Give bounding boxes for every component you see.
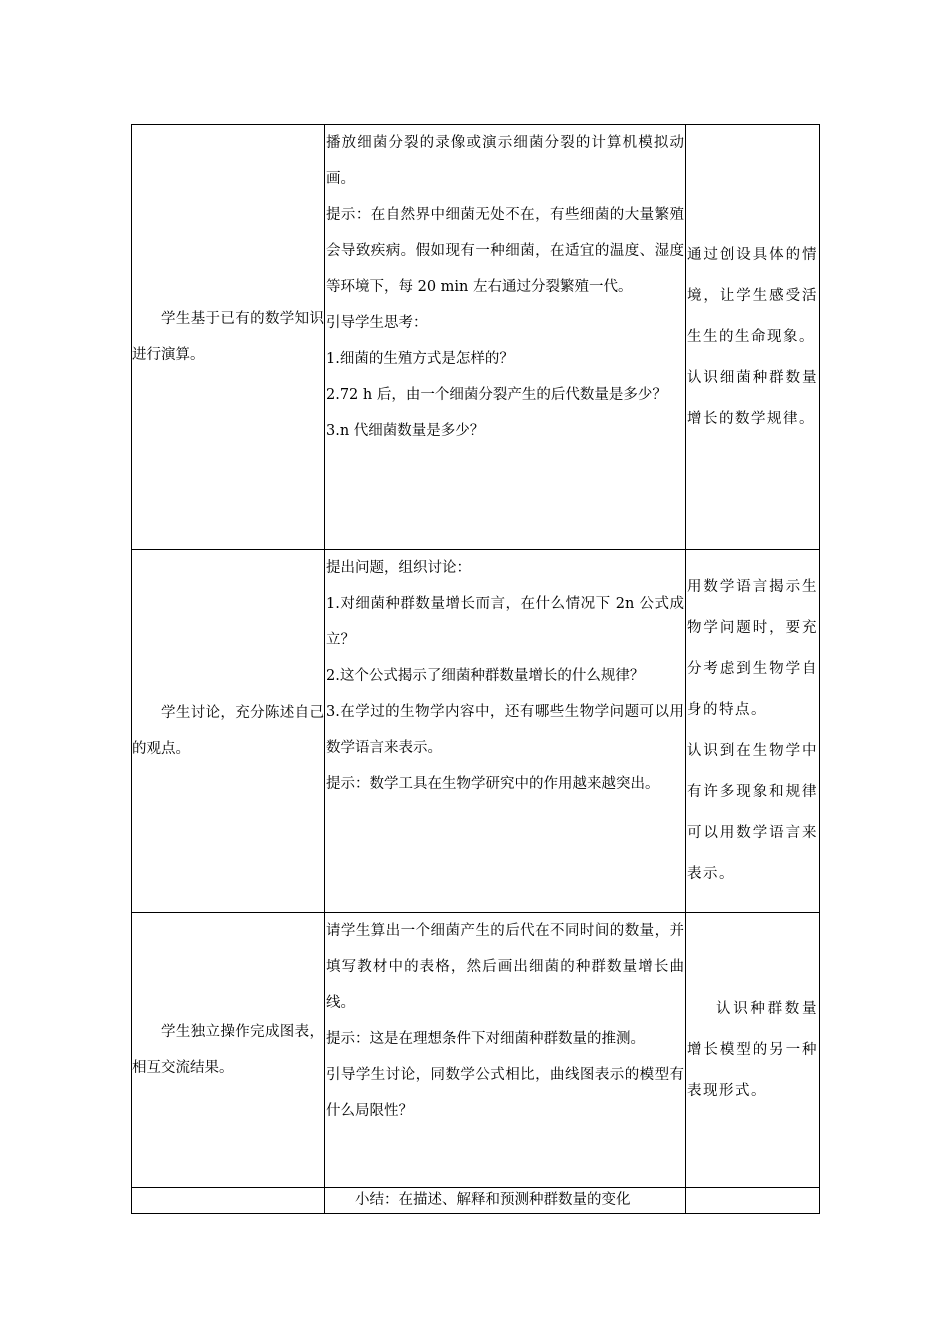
student-activity-cell: 学生讨论，充分陈述自己的观点。 (132, 550, 325, 913)
paragraph: 2.72 h 后，由一个细菌分裂产生的后代数量是多少？ (326, 387, 667, 403)
teacher-activity-cell (325, 1188, 686, 1214)
design-intent-cell (686, 1188, 820, 1214)
design-intent-cell (686, 125, 820, 550)
paragraph: 提出问题，组织讨论： (326, 560, 471, 576)
paragraph: 提示：这是在理想条件下对细菌种群数量的推测。 (326, 1031, 645, 1047)
paragraph: 认识细菌种群数量增长的数学规律。 (687, 369, 818, 427)
student-activity-cell: 学生基于已有的数学知识进行演算。 (132, 125, 325, 550)
paragraph: 1.细菌的生殖方式是怎样的？ (326, 351, 514, 367)
paragraph: 3.在学过的生物学内容中，还有哪些生物学问题可以用数学语言来表示。 (326, 704, 684, 756)
paragraph: 提示：在自然界中细菌无处不在，有些细菌的大量繁殖会导致疾病。假如现有一种细菌，在适宜的温度、湿度等环境下，每 20 min 左右通过分裂繁殖一代。 (326, 207, 684, 295)
paragraph: 请学生算出一个细菌产生的后代在不同时间的数量，并填写教材中的表格，然后画出细菌的种群数量增长曲线。 (326, 923, 684, 1011)
design-intent-cell (686, 913, 820, 1188)
paragraph: 1.对细菌种群数量增长而言，在什么情况下 2n 公式成立？ (326, 596, 684, 648)
paragraph: 播放细菌分裂的录像或演示细菌分裂的计算机模拟动画。 (326, 135, 684, 187)
table-row (132, 550, 820, 913)
teacher-activity-cell (325, 913, 686, 1188)
paragraph: 用数学语言揭示生物学问题时，要充分考虑到生物学自身的特点。 (687, 579, 818, 718)
paragraph: 小结：在描述、解释和预测种群数量的变化 (355, 1192, 631, 1208)
paragraph: 认识到在生物学中有许多现象和规律可以用数学语言来表示。 (687, 743, 818, 882)
table-row (132, 1188, 820, 1214)
teacher-activity-cell (325, 550, 686, 913)
paragraph: 2.这个公式揭示了细菌种群数量增长的什么规律？ (326, 668, 645, 684)
paragraph: 引导学生思考： (326, 315, 428, 331)
paragraph: 通过创设具体的情境，让学生感受活生生的生命现象。 (687, 246, 818, 345)
student-activity-cell (132, 1188, 325, 1214)
table-row (132, 913, 820, 1188)
teacher-activity-cell (325, 125, 686, 550)
paragraph: 认识种群数量增长模型的另一种表现形式。 (687, 1000, 818, 1099)
paragraph: 3.n 代细菌数量是多少？ (326, 423, 485, 439)
paragraph: 提示：数学工具在生物学研究中的作用越来越突出。 (326, 776, 660, 792)
table-row (132, 125, 820, 550)
paragraph: 引导学生讨论，同数学公式相比，曲线图表示的模型有什么局限性？ (326, 1067, 684, 1119)
student-activity-cell: 学生独立操作完成图表，相互交流结果。 (132, 913, 325, 1188)
lesson-plan-table (131, 124, 820, 1214)
design-intent-cell (686, 550, 820, 913)
